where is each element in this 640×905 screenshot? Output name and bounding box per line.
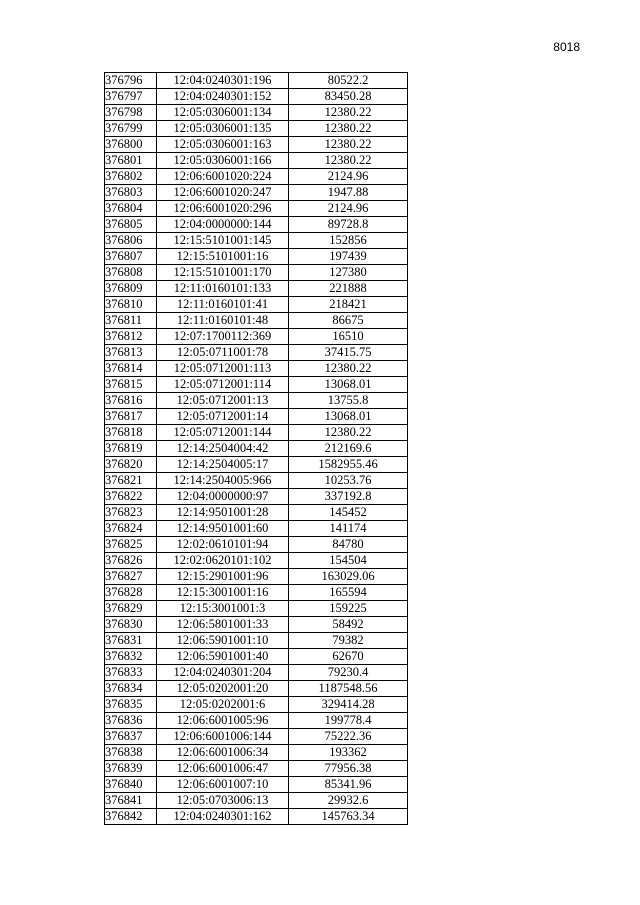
cell-amount: 154504 bbox=[289, 553, 408, 569]
table-row bbox=[105, 617, 408, 633]
cell-amount: 165594 bbox=[289, 585, 408, 601]
table-row bbox=[105, 761, 408, 777]
cell-id: 376830 bbox=[105, 617, 157, 633]
cell-id: 376805 bbox=[105, 217, 157, 233]
cell-cadastral-code: 12:15:5101001:170 bbox=[157, 265, 289, 281]
cell-id: 376834 bbox=[105, 681, 157, 697]
cell-cadastral-code: 12:04:0000000:144 bbox=[157, 217, 289, 233]
cell-id: 376813 bbox=[105, 345, 157, 361]
cell-amount: 197439 bbox=[289, 249, 408, 265]
table-row bbox=[105, 233, 408, 249]
table-row bbox=[105, 585, 408, 601]
cell-cadastral-code: 12:05:0703006:13 bbox=[157, 793, 289, 809]
table-row bbox=[105, 169, 408, 185]
cell-id: 376833 bbox=[105, 665, 157, 681]
cell-cadastral-code: 12:15:5101001:145 bbox=[157, 233, 289, 249]
cell-amount: 193362 bbox=[289, 745, 408, 761]
cell-id: 376797 bbox=[105, 89, 157, 105]
table-row bbox=[105, 137, 408, 153]
cell-id: 376811 bbox=[105, 313, 157, 329]
table-row bbox=[105, 553, 408, 569]
table-row bbox=[105, 89, 408, 105]
cell-amount: 145452 bbox=[289, 505, 408, 521]
cell-id: 376817 bbox=[105, 409, 157, 425]
cell-id: 376842 bbox=[105, 809, 157, 825]
data-table bbox=[104, 72, 408, 825]
cell-id: 376814 bbox=[105, 361, 157, 377]
cell-cadastral-code: 12:06:6001006:47 bbox=[157, 761, 289, 777]
cell-amount: 329414.28 bbox=[289, 697, 408, 713]
cell-id: 376820 bbox=[105, 457, 157, 473]
table-row bbox=[105, 265, 408, 281]
table-row bbox=[105, 329, 408, 345]
cell-id: 376827 bbox=[105, 569, 157, 585]
cell-id: 376806 bbox=[105, 233, 157, 249]
cell-amount: 127380 bbox=[289, 265, 408, 281]
cell-id: 376836 bbox=[105, 713, 157, 729]
cell-amount: 12380.22 bbox=[289, 137, 408, 153]
table-row bbox=[105, 425, 408, 441]
cell-amount: 10253.76 bbox=[289, 473, 408, 489]
table-row bbox=[105, 345, 408, 361]
cell-amount: 89728.8 bbox=[289, 217, 408, 233]
cell-amount: 1947.88 bbox=[289, 185, 408, 201]
cell-cadastral-code: 12:04:0240301:152 bbox=[157, 89, 289, 105]
cell-amount: 84780 bbox=[289, 537, 408, 553]
cell-amount: 2124.96 bbox=[289, 169, 408, 185]
table-row bbox=[105, 249, 408, 265]
cell-amount: 13068.01 bbox=[289, 377, 408, 393]
table-row bbox=[105, 217, 408, 233]
cell-id: 376828 bbox=[105, 585, 157, 601]
cell-cadastral-code: 12:06:5801001:33 bbox=[157, 617, 289, 633]
cell-cadastral-code: 12:14:9501001:28 bbox=[157, 505, 289, 521]
table-row bbox=[105, 745, 408, 761]
cell-cadastral-code: 12:05:0712001:114 bbox=[157, 377, 289, 393]
cell-amount: 152856 bbox=[289, 233, 408, 249]
cell-amount: 145763.34 bbox=[289, 809, 408, 825]
table-row bbox=[105, 649, 408, 665]
table-body bbox=[105, 73, 408, 825]
table-row bbox=[105, 521, 408, 537]
cell-amount: 12380.22 bbox=[289, 153, 408, 169]
cell-amount: 12380.22 bbox=[289, 105, 408, 121]
table-row bbox=[105, 409, 408, 425]
cell-cadastral-code: 12:15:3001001:3 bbox=[157, 601, 289, 617]
cell-id: 376810 bbox=[105, 297, 157, 313]
table-row bbox=[105, 505, 408, 521]
cell-id: 376839 bbox=[105, 761, 157, 777]
cell-cadastral-code: 12:02:0620101:102 bbox=[157, 553, 289, 569]
cell-amount: 58492 bbox=[289, 617, 408, 633]
cell-cadastral-code: 12:06:6001020:247 bbox=[157, 185, 289, 201]
cell-id: 376803 bbox=[105, 185, 157, 201]
cell-cadastral-code: 12:14:9501001:60 bbox=[157, 521, 289, 537]
cell-amount: 2124.96 bbox=[289, 201, 408, 217]
cell-id: 376809 bbox=[105, 281, 157, 297]
cell-id: 376819 bbox=[105, 441, 157, 457]
cell-cadastral-code: 12:05:0712001:144 bbox=[157, 425, 289, 441]
cell-amount: 85341.96 bbox=[289, 777, 408, 793]
table-row bbox=[105, 633, 408, 649]
cell-cadastral-code: 12:05:0711001:78 bbox=[157, 345, 289, 361]
cell-amount: 199778.4 bbox=[289, 713, 408, 729]
cell-cadastral-code: 12:06:6001020:224 bbox=[157, 169, 289, 185]
cell-amount: 16510 bbox=[289, 329, 408, 345]
cell-id: 376825 bbox=[105, 537, 157, 553]
cell-id: 376798 bbox=[105, 105, 157, 121]
page-number: 8018 bbox=[553, 40, 580, 54]
table-row bbox=[105, 697, 408, 713]
table-row bbox=[105, 537, 408, 553]
cell-id: 376829 bbox=[105, 601, 157, 617]
cell-cadastral-code: 12:05:0712001:13 bbox=[157, 393, 289, 409]
cell-amount: 163029.06 bbox=[289, 569, 408, 585]
cell-amount: 1187548.56 bbox=[289, 681, 408, 697]
cell-id: 376802 bbox=[105, 169, 157, 185]
table-row bbox=[105, 681, 408, 697]
cell-id: 376818 bbox=[105, 425, 157, 441]
cell-cadastral-code: 12:06:6001005:96 bbox=[157, 713, 289, 729]
cell-amount: 212169.6 bbox=[289, 441, 408, 457]
table-row bbox=[105, 809, 408, 825]
cell-id: 376801 bbox=[105, 153, 157, 169]
table-row bbox=[105, 121, 408, 137]
cell-amount: 1582955.46 bbox=[289, 457, 408, 473]
table-row bbox=[105, 313, 408, 329]
cell-id: 376808 bbox=[105, 265, 157, 281]
cell-id: 376838 bbox=[105, 745, 157, 761]
table-row bbox=[105, 665, 408, 681]
cell-id: 376804 bbox=[105, 201, 157, 217]
table-row bbox=[105, 713, 408, 729]
table-row bbox=[105, 361, 408, 377]
cell-id: 376837 bbox=[105, 729, 157, 745]
cell-cadastral-code: 12:11:0160101:41 bbox=[157, 297, 289, 313]
cell-amount: 77956.38 bbox=[289, 761, 408, 777]
cell-amount: 29932.6 bbox=[289, 793, 408, 809]
cell-id: 376816 bbox=[105, 393, 157, 409]
table-row bbox=[105, 297, 408, 313]
cell-cadastral-code: 12:05:0306001:134 bbox=[157, 105, 289, 121]
cell-cadastral-code: 12:04:0000000:97 bbox=[157, 489, 289, 505]
cell-cadastral-code: 12:04:0240301:196 bbox=[157, 73, 289, 89]
table-row bbox=[105, 793, 408, 809]
cell-amount: 141174 bbox=[289, 521, 408, 537]
cell-id: 376840 bbox=[105, 777, 157, 793]
cell-cadastral-code: 12:06:6001007:10 bbox=[157, 777, 289, 793]
cell-amount: 13755.8 bbox=[289, 393, 408, 409]
table-row bbox=[105, 729, 408, 745]
table-row bbox=[105, 777, 408, 793]
cell-amount: 75222.36 bbox=[289, 729, 408, 745]
cell-amount: 221888 bbox=[289, 281, 408, 297]
cell-id: 376800 bbox=[105, 137, 157, 153]
cell-id: 376822 bbox=[105, 489, 157, 505]
table-row bbox=[105, 473, 408, 489]
cell-amount: 218421 bbox=[289, 297, 408, 313]
cell-id: 376826 bbox=[105, 553, 157, 569]
table-row bbox=[105, 281, 408, 297]
cell-amount: 79382 bbox=[289, 633, 408, 649]
table-row bbox=[105, 185, 408, 201]
table-row bbox=[105, 393, 408, 409]
cell-cadastral-code: 12:07:1700112:369 bbox=[157, 329, 289, 345]
cell-id: 376824 bbox=[105, 521, 157, 537]
table-row bbox=[105, 569, 408, 585]
cell-amount: 337192.8 bbox=[289, 489, 408, 505]
cell-cadastral-code: 12:05:0202001:6 bbox=[157, 697, 289, 713]
cell-cadastral-code: 12:15:2901001:96 bbox=[157, 569, 289, 585]
table-row bbox=[105, 489, 408, 505]
cell-cadastral-code: 12:05:0306001:135 bbox=[157, 121, 289, 137]
cell-id: 376812 bbox=[105, 329, 157, 345]
table-row bbox=[105, 457, 408, 473]
cell-cadastral-code: 12:02:0610101:94 bbox=[157, 537, 289, 553]
table-row bbox=[105, 601, 408, 617]
cell-cadastral-code: 12:11:0160101:133 bbox=[157, 281, 289, 297]
cell-id: 376796 bbox=[105, 73, 157, 89]
cell-cadastral-code: 12:05:0202001:20 bbox=[157, 681, 289, 697]
cell-cadastral-code: 12:04:0240301:204 bbox=[157, 665, 289, 681]
cell-amount: 86675 bbox=[289, 313, 408, 329]
cell-cadastral-code: 12:05:0712001:14 bbox=[157, 409, 289, 425]
cell-amount: 62670 bbox=[289, 649, 408, 665]
cell-cadastral-code: 12:15:5101001:16 bbox=[157, 249, 289, 265]
cell-amount: 12380.22 bbox=[289, 361, 408, 377]
cell-id: 376823 bbox=[105, 505, 157, 521]
cell-cadastral-code: 12:14:2504005:966 bbox=[157, 473, 289, 489]
cell-cadastral-code: 12:06:6001006:144 bbox=[157, 729, 289, 745]
cell-cadastral-code: 12:15:3001001:16 bbox=[157, 585, 289, 601]
cell-cadastral-code: 12:06:6001006:34 bbox=[157, 745, 289, 761]
cell-amount: 159225 bbox=[289, 601, 408, 617]
table-row bbox=[105, 105, 408, 121]
cell-amount: 12380.22 bbox=[289, 121, 408, 137]
cell-cadastral-code: 12:06:5901001:40 bbox=[157, 649, 289, 665]
cell-cadastral-code: 12:14:2504004:42 bbox=[157, 441, 289, 457]
cell-cadastral-code: 12:04:0240301:162 bbox=[157, 809, 289, 825]
table-row bbox=[105, 153, 408, 169]
table-row bbox=[105, 73, 408, 89]
cell-cadastral-code: 12:06:6001020:296 bbox=[157, 201, 289, 217]
cell-cadastral-code: 12:06:5901001:10 bbox=[157, 633, 289, 649]
cell-cadastral-code: 12:05:0306001:163 bbox=[157, 137, 289, 153]
table-row bbox=[105, 377, 408, 393]
cell-id: 376807 bbox=[105, 249, 157, 265]
table-row bbox=[105, 201, 408, 217]
cell-amount: 80522.2 bbox=[289, 73, 408, 89]
cell-id: 376821 bbox=[105, 473, 157, 489]
cell-id: 376815 bbox=[105, 377, 157, 393]
table-row bbox=[105, 441, 408, 457]
cell-id: 376841 bbox=[105, 793, 157, 809]
cell-amount: 37415.75 bbox=[289, 345, 408, 361]
cell-id: 376835 bbox=[105, 697, 157, 713]
cell-cadastral-code: 12:05:0306001:166 bbox=[157, 153, 289, 169]
cell-id: 376831 bbox=[105, 633, 157, 649]
cell-cadastral-code: 12:11:0160101:48 bbox=[157, 313, 289, 329]
cell-id: 376799 bbox=[105, 121, 157, 137]
cell-cadastral-code: 12:05:0712001:113 bbox=[157, 361, 289, 377]
cell-amount: 79230.4 bbox=[289, 665, 408, 681]
cell-amount: 83450.28 bbox=[289, 89, 408, 105]
cell-cadastral-code: 12:14:2504005:17 bbox=[157, 457, 289, 473]
cell-amount: 12380.22 bbox=[289, 425, 408, 441]
cell-amount: 13068.01 bbox=[289, 409, 408, 425]
cell-id: 376832 bbox=[105, 649, 157, 665]
